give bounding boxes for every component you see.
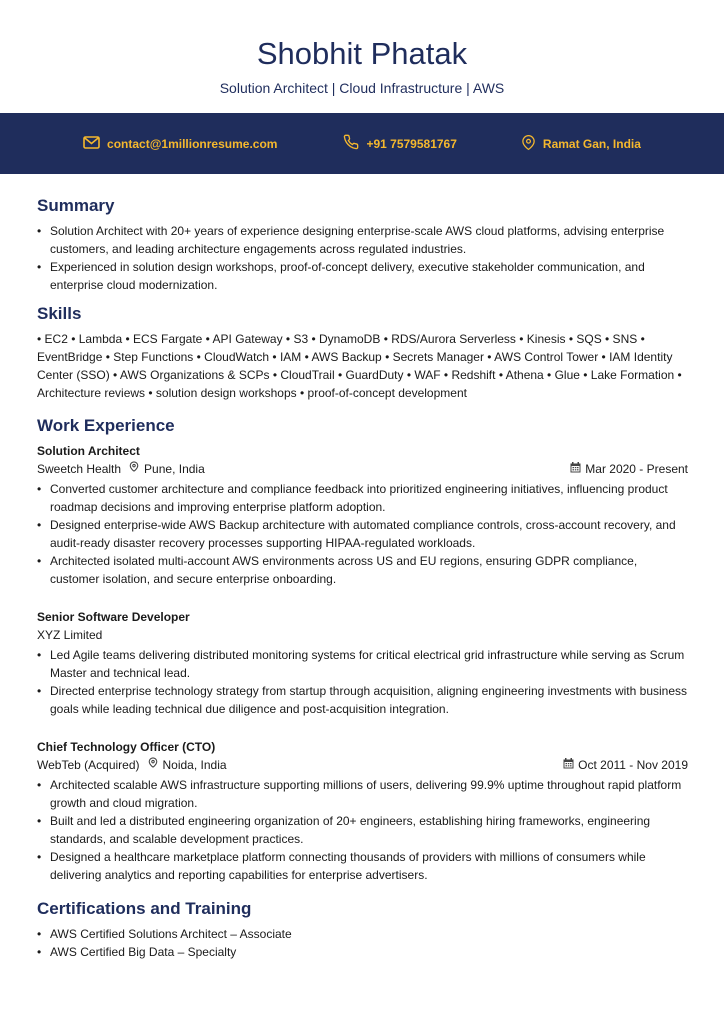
job-dates: Mar 2020 - Present: [585, 462, 688, 476]
job-entry: [37, 608, 688, 718]
resume-body: [0, 196, 724, 961]
map-pin-icon: [521, 134, 543, 154]
summary-heading: Summary: [37, 196, 115, 215]
resume-header: [0, 0, 724, 113]
contact-location-text: Ramat Gan, India: [542, 136, 641, 151]
skills-text: • EC2 • Lambda • ECS Fargate • API Gateway • S3 • DynamoDB • RDS/Aurora Serverless • Kinesis • SQS • SNS • EventBridge • Step Functions • CloudWatch • IAM • AWS Backup • Secrets Manager • AWS Control Tower • IAM Identity Center (SSO) • AWS Organizations & SCPs • CloudTrail • GuardDuty • WAF • Redshift • Athena • Glue • Lake Formation • Architecture reviews • solution design workshops • proof-of-concept development: [37, 332, 682, 400]
summary-list: [37, 222, 688, 294]
job-meta: [37, 626, 688, 644]
skills-heading: Skills: [37, 304, 82, 323]
work-experience-section: [37, 416, 688, 884]
job-meta: [37, 460, 688, 478]
job-bullet: • Architected isolated multi-account AWS environments across US and EU regions, ensuring GDPR compliance, customer isolation, and secure enterprise onboarding.: [37, 552, 688, 588]
calendar-icon: [563, 756, 578, 774]
job-bullet: • Led Agile teams delivering distributed monitoring systems for critical electrical grid infrastructure while serving as Scrum Master and technical lead.: [37, 646, 688, 682]
job-bullet: • Converted customer architecture and compliance feedback into prioritized engineering initiatives, influencing product roadmap decisions and improving enterprise platform adoption.: [37, 480, 688, 516]
certifications-heading: Certifications and Training: [37, 899, 252, 918]
calendar-icon: [570, 460, 585, 478]
map-pin-icon: [129, 460, 144, 478]
job-location: Pune, India: [144, 462, 205, 476]
candidate-subtitle: Solution Architect | Cloud Infrastructure | AWS: [219, 80, 505, 96]
job-entry: [37, 738, 688, 884]
phone-icon: [343, 134, 366, 153]
summary-item: • Solution Architect with 20+ years of experience designing enterprise-scale AWS cloud platforms, advising enterprise customers, and leading architecture engagements across regulated industries.: [37, 222, 688, 258]
job-company: XYZ Limited: [37, 628, 103, 642]
job-bullet: • Designed enterprise-wide AWS Backup architecture with automated compliance controls, cross-account recovery, and audit-ready disaster recovery processes supporting HIPAA-regulated workloads.: [37, 516, 688, 552]
job-bullets: [37, 646, 688, 718]
contact-phone[interactable]: [343, 134, 456, 153]
job-title: Senior Software Developer: [37, 610, 190, 624]
job-bullet: • Designed a healthcare marketplace platform connecting thousands of providers with millions of consumers while delivering analytics and reporting capabilities for enterprise advertisers.: [37, 848, 688, 884]
contact-location: [521, 134, 641, 154]
contact-phone-text: +91 7579581767: [366, 136, 457, 151]
skills-section: [37, 304, 688, 402]
job-company: Sweetch Health: [37, 462, 122, 476]
job-meta: [37, 756, 688, 774]
job-bullet: • Architected scalable AWS infrastructure supporting millions of users, delivering 99.9% uptime throughout rapid platform growth and cloud migration.: [37, 776, 688, 812]
job-bullet: • Directed enterprise technology strategy from startup through acquisition, aligning engineering investments with business goals while leading technical due diligence and post-acquisition integration.: [37, 682, 688, 718]
job-title: Solution Architect: [37, 444, 140, 458]
candidate-name: Shobhit Phatak: [256, 36, 468, 71]
summary-item: • Experienced in solution design workshops, proof-of-concept delivery, executive stakeholder communication, and enterprise cloud modernization.: [37, 258, 688, 294]
job-bullet: • Built and led a distributed engineering organization of 20+ engineers, establishing hiring frameworks, engineering standards, and scalable development practices.: [37, 812, 688, 848]
certification-item: • AWS Certified Solutions Architect – Associate: [37, 925, 688, 943]
summary-section: [37, 196, 688, 294]
job-company: WebTeb (Acquired): [37, 758, 140, 772]
job-bullets: [37, 480, 688, 588]
certifications-list: [37, 925, 688, 961]
contact-bar: [0, 113, 724, 174]
job-entry: [37, 442, 688, 588]
work-experience-heading: Work Experience: [37, 416, 175, 435]
job-dates: Oct 2011 - Nov 2019: [578, 758, 688, 772]
certification-item: • AWS Certified Big Data – Specialty: [37, 943, 688, 961]
job-location: Noida, India: [162, 758, 227, 772]
envelope-icon: [83, 136, 107, 152]
job-title: Chief Technology Officer (CTO): [37, 740, 216, 754]
contact-email-text: contact@1millionresume.com: [107, 136, 278, 151]
certifications-section: [37, 899, 688, 961]
contact-email[interactable]: [83, 136, 277, 152]
job-bullets: [37, 776, 688, 884]
map-pin-icon: [148, 756, 163, 774]
